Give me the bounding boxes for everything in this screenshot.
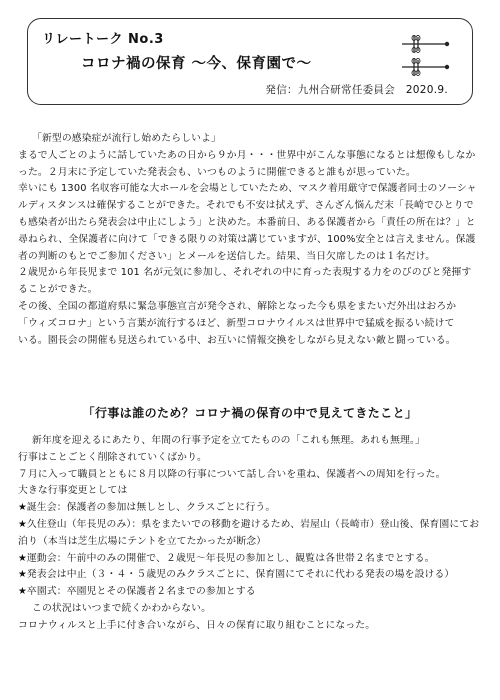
list-item-continuation: 泊り（本当は芝生広場にテントを立てたかったが断念） bbox=[18, 535, 267, 547]
list-item: ★運動会：午前中のみの開催で、２歳児〜年長児の参加とし、観覧は各世帯２名までとする。 bbox=[18, 552, 435, 564]
paragraph-line: ２歳児から年長児まで 101 名が元気に参加し、それぞれの中に育った表現する力をのびのびと発揮す bbox=[18, 267, 472, 279]
dragonfly-icon bbox=[400, 56, 452, 78]
list-item: ★誕生会：保護者の参加は無しとし、クラスごとに行う。 bbox=[18, 502, 276, 514]
paragraph-line: った。２月末に予定していた発表会も、いつものように開催できると誰もが思っていた。 bbox=[18, 166, 416, 178]
paragraph-line: 幸いにも 1300 名収容可能な大ホールを会場としていたため、マスク着用厳守で保護者同士のソーシャ bbox=[18, 183, 477, 195]
paragraph-line: いる。園長会の開催も見送られている中、お互いに情報交換をしながら見えない敵と闘っている。 bbox=[18, 334, 456, 346]
paragraph-line: この状況はいつまで続くかわからない。 bbox=[32, 602, 212, 614]
paragraph-line: 新年度を迎えるにあたり、年間の行事予定を立てたものの「これも無理。あれも無理。」 bbox=[32, 435, 425, 446]
list-item: ★発表会は中止（３・４・５歳児のみクラスごとに、保育園にてそれに代わる発表の場を設ける） bbox=[18, 569, 455, 581]
list-item: ★卒園式：卒園児とその保護者２名までの参加とする bbox=[18, 586, 256, 598]
dragonfly-icon bbox=[400, 33, 452, 55]
paragraph-line: コロナウィルスと上手に付き合いながら、日々の保育に取り組むことになった。 bbox=[18, 619, 376, 631]
intro-section bbox=[18, 131, 486, 349]
header-box bbox=[27, 18, 473, 105]
paragraph-line: 大きな行事変更としては bbox=[18, 485, 128, 497]
paragraph-line: まるで人ごとのように話していたあの日から９か月・・・世界中がこんな事態になるとは想像もしなか bbox=[18, 149, 476, 161]
paragraph-line: 「新型の感染症が流行し始めたらしいよ」 bbox=[32, 133, 221, 144]
paragraph-line: ることができた。 bbox=[18, 284, 98, 296]
relay-talk-label: リレートーク No.3 bbox=[42, 32, 164, 47]
page-title: コロナ禍の保育 〜今、保育園で〜 bbox=[81, 56, 312, 72]
paragraph-line: も感染者が出たら発表会は中止にしよう」と決めた。本番前日、ある保護者から「責任の所在は？」と bbox=[18, 216, 476, 228]
paragraph-line: ルディスタンスは確保することができた。それでも不安は拭えず、さんざん悩んだ末「長崎でひとりで bbox=[18, 200, 474, 212]
paragraph-line: 「ウィズコロナ」という言葉が流行するほど、新型コロナウイルスは世界中で猛威を振るい続けて bbox=[18, 317, 455, 329]
paragraph-line: 者の判断のもとでご参加ください」とメールを送信した。結果、当日欠席したのは１名だけ。 bbox=[18, 250, 436, 262]
section-heading: 「行事は誰のため？コロナ禍の保育の中で見えてきたこと」 bbox=[82, 406, 418, 420]
paragraph-line: 尋ねられ、全保護者に向けて「できる限りの対策は講じていますが、100%安全とは言えません。保護 bbox=[18, 233, 476, 245]
paragraph-line: その後、全国の都道府県に緊急事態宣言が発令され、解除となった今も県をまたいだ外出はおろか bbox=[18, 300, 457, 312]
paragraph-line: ７月に入って職員とともに８月以降の行事について話し合いを重ね、保護者への周知を行った。 bbox=[18, 468, 446, 480]
events-section bbox=[18, 433, 486, 635]
paragraph-line: 行事はことごとく削除されていくばかり。 bbox=[18, 451, 207, 463]
list-item: ★久住登山（年長児のみ）：県をまたいでの移動を避けるため、岩屋山（長崎市）登山後、保育園にてお bbox=[18, 518, 480, 530]
publisher-line: 発信：九州合研常任委員会 2020.9. bbox=[265, 84, 448, 96]
